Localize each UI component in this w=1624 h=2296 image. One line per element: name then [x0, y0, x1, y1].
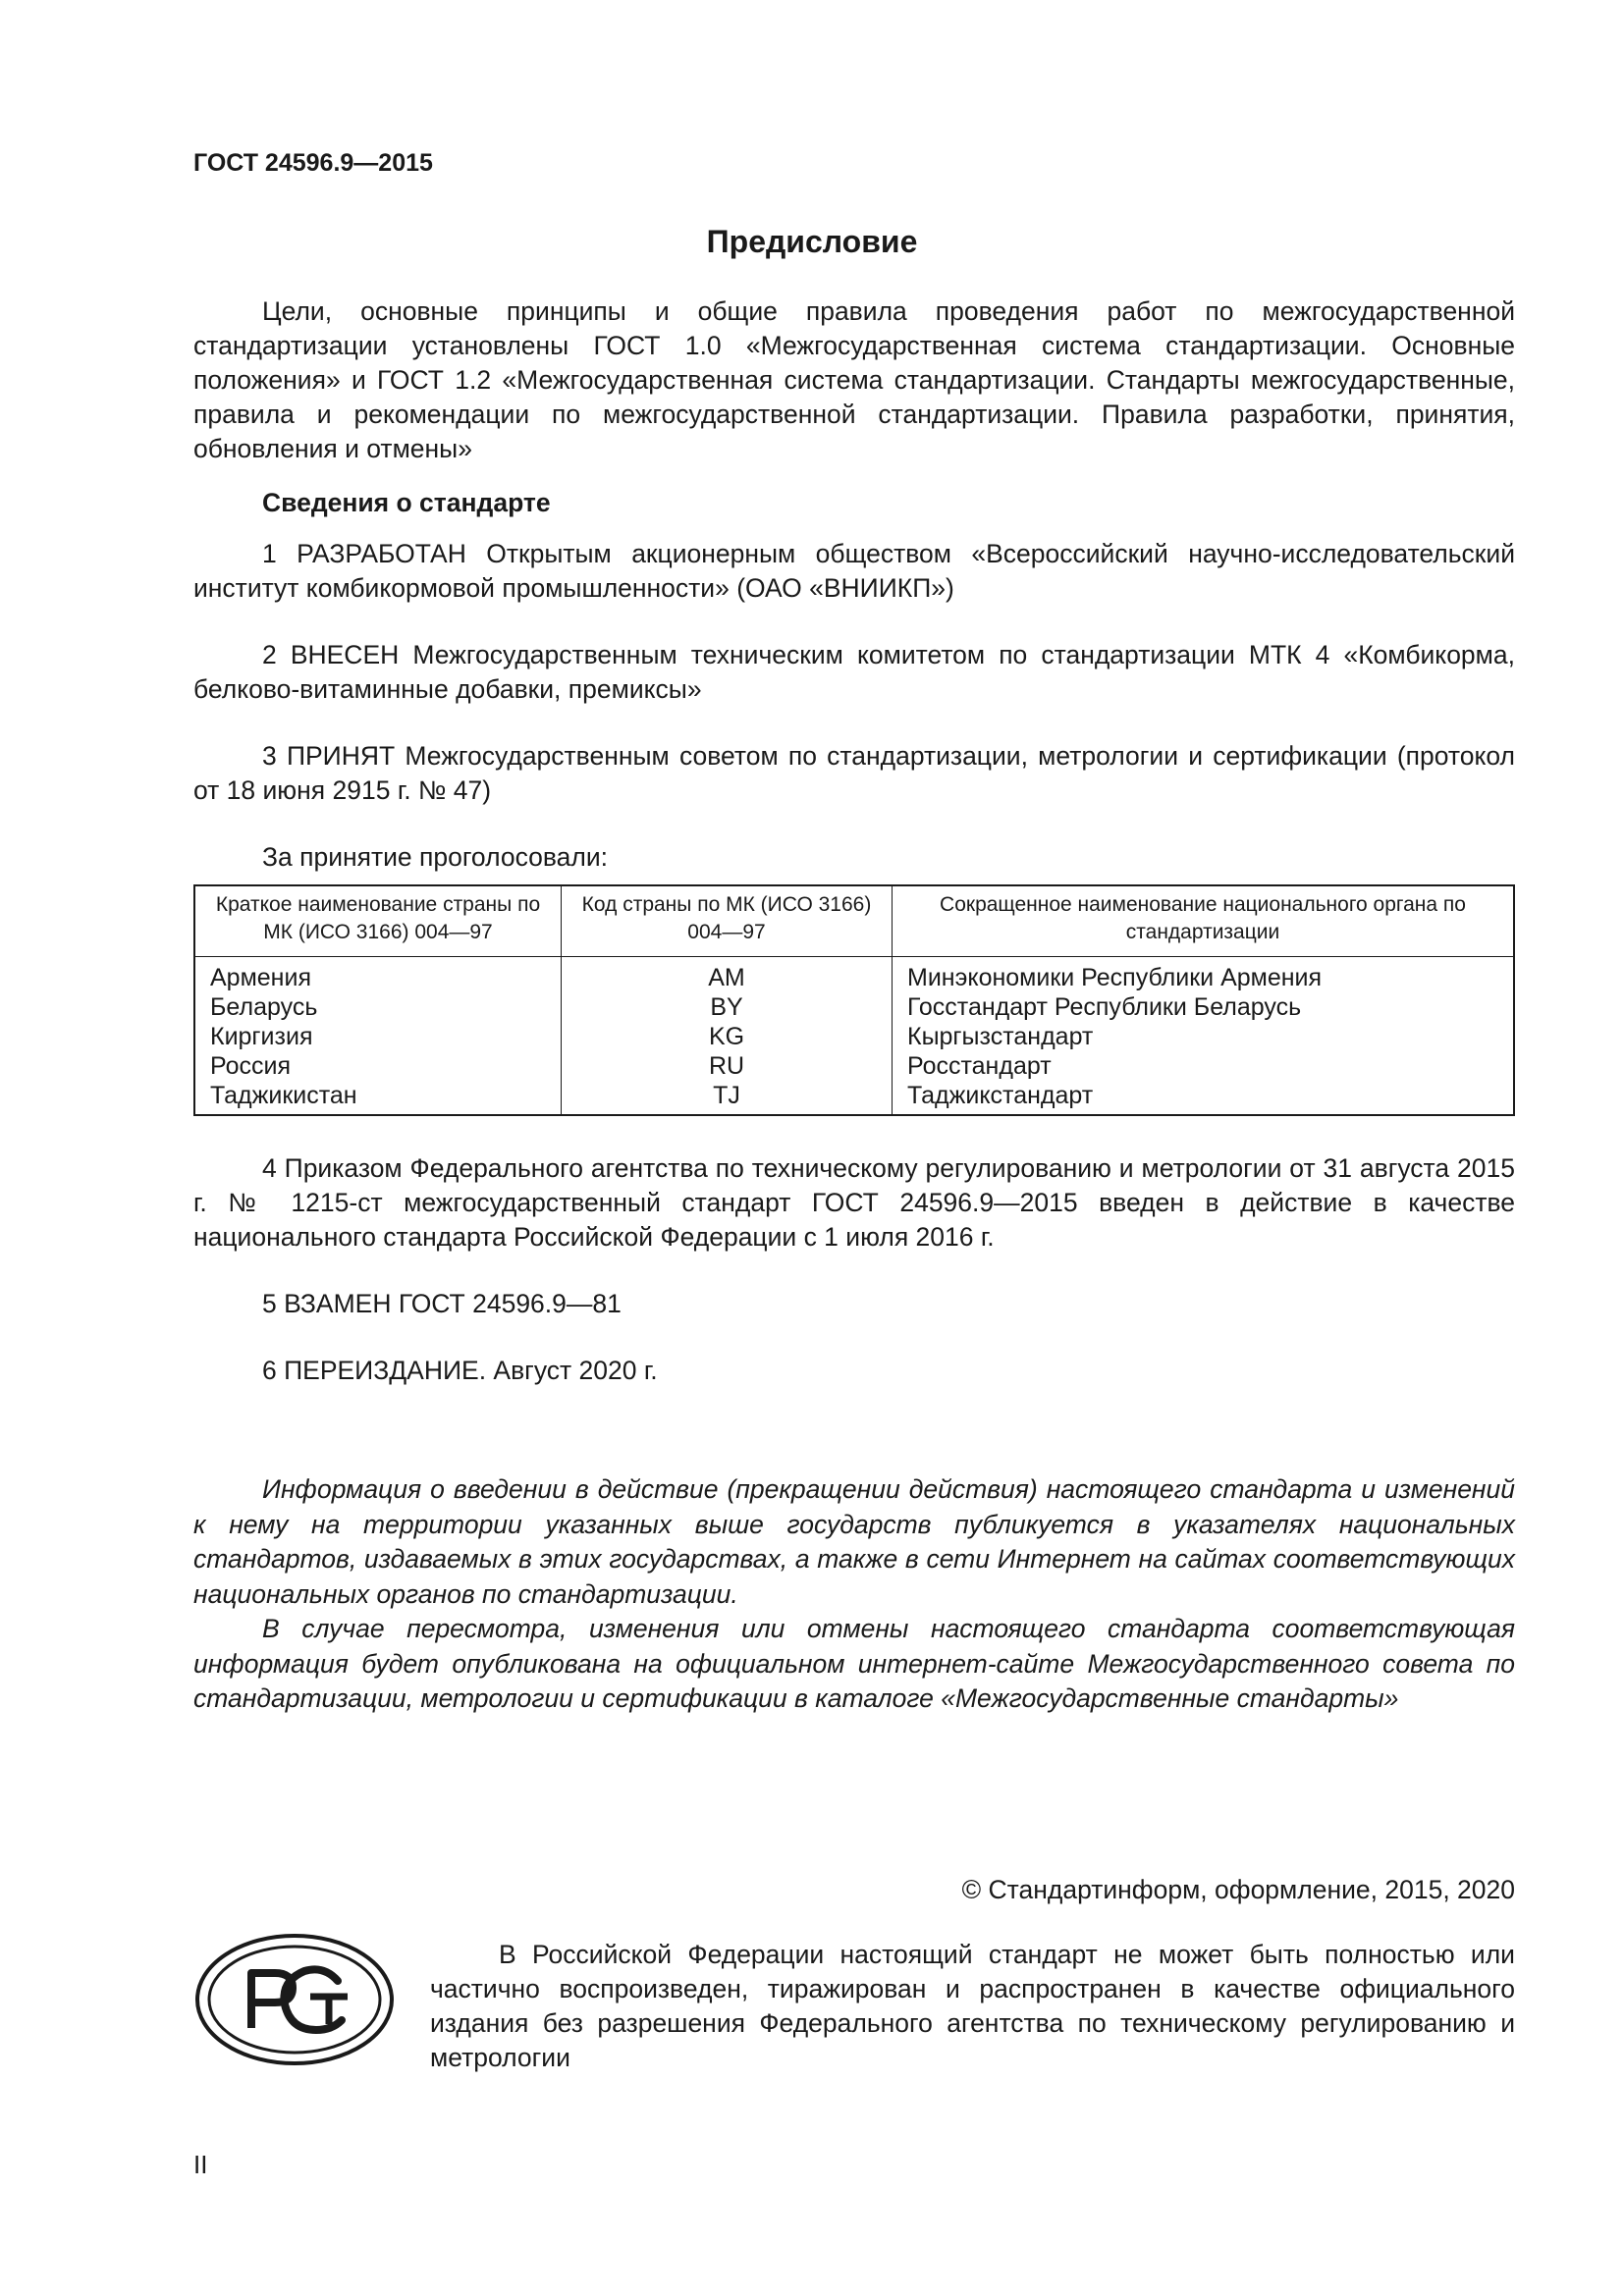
cell-code: BY [562, 992, 893, 1022]
copyright-line: © Стандартинформ, оформление, 2015, 2020 [961, 1875, 1515, 1904]
document-header: ГОСТ 24596.9—2015 [193, 149, 433, 177]
foreword-content [193, 294, 1515, 1420]
cell-code: KG [562, 1022, 893, 1051]
table-row [194, 1022, 1514, 1051]
cell-agency: Минэкономики Республики Армения [893, 957, 1515, 993]
table-row [194, 992, 1514, 1022]
item-1: 1 РАЗРАБОТАН Открытым акционерным обществом «Всероссийский научно-исследовательский институт комбикормовой промышленности» (ОАО «ВНИИКП») [193, 539, 1515, 603]
table-header-code: Код страны по МК (ИСО 3166) 004—97 [562, 885, 893, 957]
cell-country: Армения [194, 957, 562, 993]
table-row [194, 957, 1514, 993]
cell-agency: Кыргызстандарт [893, 1022, 1515, 1051]
notice-text: В Российской Федерации настоящий стандарт не может быть полностью или частично воспроизведен, тиражирован и распространен в качестве официального издания без разрешения Федерального агентства по техническому регулированию и метрологии [430, 1940, 1515, 2072]
cell-agency: Госстандарт Республики Беларусь [893, 992, 1515, 1022]
page-title: Предисловие [706, 224, 918, 259]
table-header-country: Краткое наименование страны по МК (ИСО 3166) 004—97 [194, 885, 562, 957]
votes-label: За принятие проголосовали: [262, 842, 609, 872]
cell-code: TJ [562, 1081, 893, 1115]
table-row [194, 1081, 1514, 1115]
item-2: 2 ВНЕСЕН Межгосударственным техническим комитетом по стандартизации МТК 4 «Комбикорма, белково-витаминные добавки, премиксы» [193, 640, 1515, 704]
intro-paragraph: Цели, основные принципы и общие правила проведения работ по межгосударственной стандартизации установлены ГОСТ 1.0 «Межгосударственная система стандартизации. Основные положения» и ГОСТ 1.2 «Межгосударственная система стандартизации. Стандарты межгосударственные, правила и рекомендации по межгосударственной стандартизации. Правила разработки, принятия, обновления и отмены» [193, 296, 1515, 463]
reproduction-notice [430, 1938, 1515, 2075]
rst-logo-icon [194, 1932, 396, 2067]
item-6: 6 ПЕРЕИЗДАНИЕ. Август 2020 г. [262, 1356, 658, 1385]
table-row [194, 1051, 1514, 1081]
item-4: 4 Приказом Федерального агентства по техническому регулированию и метрологии от 31 августа 2015 г. № 1215-ст межгосударственный стандарт ГОСТ 24596.9—2015 введен в действие в качестве национального стандарта Российской Федерации с 1 июля 2016 г. [193, 1153, 1515, 1252]
item-5: 5 ВЗАМЕН ГОСТ 24596.9—81 [262, 1289, 622, 1318]
item-3: 3 ПРИНЯТ Межгосударственным советом по стандартизации, метрологии и сертификации (протокол от 18 июня 2915 г. № 47) [193, 741, 1515, 805]
cell-country: Киргизия [194, 1022, 562, 1051]
about-heading: Сведения о стандарте [262, 488, 551, 517]
info-paragraph-1: Информация о введении в действие (прекращении действия) настоящего стандарта и изменений к нему на территории указанных выше государств публикуется в указателях национальных стандартов, издаваемых в этих государствах, а также в сети Интернет на сайтах соответствующих национальных органов по стандартизации. [193, 1474, 1515, 1609]
cell-code: AM [562, 957, 893, 993]
cell-agency: Таджикстандарт [893, 1081, 1515, 1115]
cell-country: Таджикистан [194, 1081, 562, 1115]
cell-code: RU [562, 1051, 893, 1081]
info-paragraph-2: В случае пересмотра, изменения или отмены настоящего стандарта соответствующая информация будет опубликована на официальном интернет-сайте Межгосударственного совета по стандартизации, метрологии и сертификации в каталоге «Межгосударственные стандарты» [193, 1614, 1515, 1713]
page-number: II [193, 2150, 208, 2179]
cell-country: Россия [194, 1051, 562, 1081]
voting-table [193, 884, 1515, 1116]
cell-agency: Росстандарт [893, 1051, 1515, 1081]
info-block [193, 1472, 1515, 1717]
cell-country: Беларусь [194, 992, 562, 1022]
table-header-row [194, 885, 1514, 957]
table-header-agency: Сокращенное наименование национального органа по стандартизации [893, 885, 1515, 957]
